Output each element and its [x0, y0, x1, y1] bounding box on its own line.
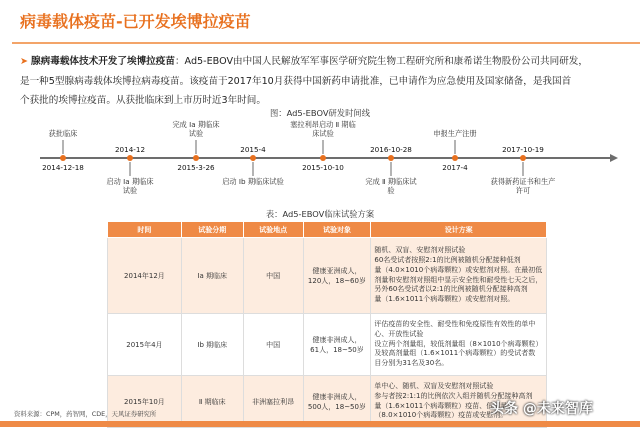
page-title: 病毒载体疫苗-已开发埃博拉疫苗 [20, 12, 251, 31]
timeline-date: 2015-3-26 [177, 163, 215, 172]
subject-line: 健康非洲成人， [312, 392, 362, 401]
plan-line: 心、开放性试验 [374, 329, 424, 338]
timeline-date: 2015-10-10 [302, 163, 344, 172]
timeline-dot [452, 155, 458, 161]
intro-line-2: 是一种5型腺病毒载体埃博拉病毒疫苗。该疫苗于2017年10月获得中国新药申请批准，已申请作为应急使用及国家储备，是我国首 [20, 75, 572, 87]
intro-lead: 腺病毒载体技术开发了埃博拉疫苗 [31, 56, 175, 67]
timeline-arrow-icon [610, 154, 618, 162]
site-cell: 非洲塞拉利昂 [243, 376, 303, 428]
timeline-date: 2016-10-28 [370, 145, 412, 154]
subject-line: 健康亚洲成人， [312, 266, 362, 275]
plan-cell [371, 314, 547, 376]
plan-line: 参与者按2:1:1的比例依次入组并随机分配接种高剂 [374, 391, 533, 400]
timeline-dot [193, 155, 199, 161]
timeline-label: 许可 [515, 186, 531, 195]
intro-line-3: 个获批的埃博拉疫苗。从获批临床到上市历时近3年时间。 [20, 95, 266, 106]
timeline-date: 2014-12 [114, 145, 146, 154]
timeline-dot [520, 155, 526, 161]
watermark: 头条 @未来智库 [490, 401, 593, 417]
plan-line: 另外60名受试者以2:1的比例被随机分配接种高剂 [374, 285, 528, 294]
plan-line: 量（1.6×1011个病毒颗粒）疫苗、低剂量 [374, 401, 508, 410]
timeline-caption: 图：Ad5-EBOV研发时间线 [270, 108, 370, 118]
timeline-label: 完成 Ⅱ 期临床试 [365, 177, 417, 186]
subject-cell [303, 314, 371, 376]
timeline-label: 验 [387, 186, 395, 195]
title-underline [12, 42, 640, 44]
time-cell: 2015年4月 [108, 314, 182, 376]
plan-line: 量（4.0×1010个病毒颗粒）或安慰剂对照。在最初低 [374, 265, 543, 274]
source-note: 资料来源：CPM，药智网，CDE，天风证券研究所 [14, 410, 157, 418]
subject-line: 健康非洲成人， [312, 335, 362, 344]
site-cell: 中国 [243, 314, 303, 376]
table-caption: 表：Ad5-EBOV临床试验方案 [265, 209, 375, 219]
subject-cell [303, 238, 371, 314]
plan-cell [371, 238, 547, 314]
plan-line: 随机、双盲、安慰剂对照试验 [374, 246, 466, 255]
subject-cell [303, 376, 371, 428]
phase-cell: Ib 期临床 [181, 314, 243, 376]
intro-line-1 [20, 52, 620, 72]
plan-line: 及较高剂量组（1.6×1011个病毒颗粒）的受试者数 [374, 349, 536, 358]
timeline-label: 启动 Ib 期临床试验 [222, 177, 284, 186]
time-cell: 2014年12月 [108, 238, 182, 314]
header-cell: 时间 [108, 222, 182, 238]
plan-line: 剂量和安慰剂对照组中显示安全性和耐受性七天之后， [374, 275, 543, 284]
plan-line: 量（1.6×1011个病毒颗粒）或安慰剂对照。 [374, 295, 515, 304]
plan-line: 单中心、随机、双盲及安慰剂对照试验 [374, 381, 494, 390]
time-cell: 2015年10月 [108, 376, 182, 428]
plan-line: 目分别为31名及30名。 [374, 359, 449, 368]
table-row [108, 314, 547, 376]
table-row [108, 238, 547, 314]
header-cell: 试验分期 [181, 222, 243, 238]
timeline-label: 获批临床 [48, 129, 78, 138]
subject-line: 61人，18~50岁 [310, 345, 364, 354]
plan-line: 60名受试者按照2:1的比例被随机分配接种低剂 [374, 255, 521, 264]
timeline-dot [60, 155, 66, 161]
timeline-label: 启动 Ia 期临床 [106, 177, 154, 186]
footer-bar [0, 421, 640, 427]
timeline-date: 2017-4 [442, 163, 468, 172]
timeline-dot [127, 155, 133, 161]
plan-line: （8.0×1010个病毒颗粒）疫苗或安慰剂。 [374, 411, 508, 420]
table-row [108, 376, 547, 428]
timeline-date: 2017-10-19 [502, 145, 544, 154]
timeline-label: 申报生产注册 [433, 129, 477, 138]
arrow-bullet-icon: ➤ [20, 56, 29, 67]
phase-cell: Ⅱ 期临床 [181, 376, 243, 428]
timeline-label: 完成 Ia 期临床 [172, 120, 220, 129]
timeline-diagram [0, 118, 640, 198]
plan-line: 评估疫苗的安全性、耐受性和免疫原性有效性的单中 [374, 320, 536, 328]
timeline-dot [250, 155, 256, 161]
timeline-label: 获得新药证书和生产 [490, 177, 556, 186]
header-cell: 设计方案 [371, 222, 547, 238]
timeline-date: 2014-12-18 [42, 163, 84, 172]
intro-paragraph [20, 52, 620, 111]
subject-line: 500人，18~50岁 [307, 402, 366, 411]
phase-cell: Ia 期临床 [181, 238, 243, 314]
timeline-date: 2015-4 [240, 145, 266, 154]
intro-line1-rest: ：Ad5-EBOV由中国人民解放军军事医学研究院生物工程研究所和康希诺生物股份公司共同研发， [174, 56, 588, 67]
subject-line: 120人，18~60岁 [307, 276, 366, 285]
header-cell: 试验地点 [243, 222, 303, 238]
timeline-label: 塞拉利昂启动 Ⅱ 期临 [290, 120, 356, 129]
timeline-label: 床试验 [312, 129, 334, 138]
site-cell: 中国 [243, 238, 303, 314]
timeline-label: 试验 [122, 186, 138, 195]
timeline-dot [320, 155, 326, 161]
table-header-row [108, 222, 547, 238]
timeline-dot [388, 155, 394, 161]
plan-line: 设立两个剂量组，较低剂量组（8×1010个病毒颗粒） [374, 339, 543, 348]
timeline-label: 试验 [188, 129, 204, 138]
trials-table [107, 221, 547, 428]
header-cell: 试验对象 [303, 222, 371, 238]
